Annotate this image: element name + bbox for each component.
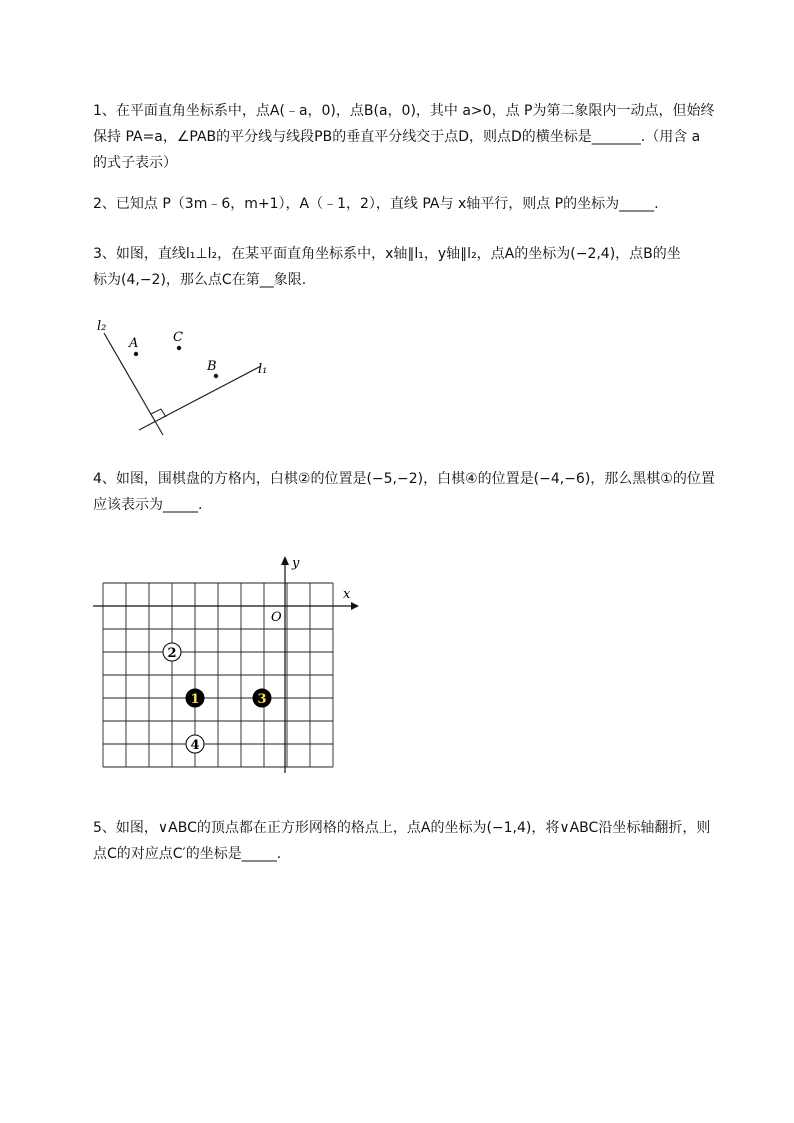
question-5-line-2: 点C的对应点C′的坐标是_____. <box>93 846 282 862</box>
stone-label-4: 4 <box>190 738 200 753</box>
stone-label-3: 3 <box>257 692 267 707</box>
question-3-line-2: 标为(4,−2)，那么点C在第__象限. <box>93 272 307 288</box>
question-1-line-3: 的式子表示） <box>93 155 177 171</box>
question-3 <box>93 241 745 293</box>
y-axis-arrow <box>281 556 289 565</box>
question-5-line-1: 5、如图，∨ABC的顶点都在正方形网格的格点上，点A的坐标为(−1,4)，将∨ABC沿坐标轴翻折，则 <box>93 820 711 836</box>
perpendicular-lines-figure <box>93 315 283 440</box>
label-l1: l₁ <box>258 362 268 377</box>
question-2-line-1: 2、已知点 P（3m﹣6，m+1），A（﹣1，2），直线 PA与 x轴平行，则点 P的坐标为_____. <box>93 196 659 212</box>
x-axis-arrow <box>351 602 359 610</box>
origin-label: O <box>271 610 282 625</box>
point-b <box>214 374 218 378</box>
stone-label-2: 2 <box>167 646 177 661</box>
stone-label-1: 1 <box>190 692 200 707</box>
label-a: A <box>129 336 139 351</box>
question-4-line-1: 4、如图，围棋盘的方格内，白棋②的位置是(−5,−2)，白棋④的位置是(−4,−6)，那么黑棋①的位置 <box>93 471 715 487</box>
question-3-line-1: 3、如图，直线l₁⊥l₂，在某平面直角坐标系中，x轴∥l₁，y轴∥l₂，点A的坐标为(−2,4)，点B的坐 <box>93 246 681 262</box>
question-4 <box>93 466 745 518</box>
question-1-line-2: 保持 PA=a，∠PAB的平分线与线段PB的垂直平分线交于点D，则点D的横坐标是_______.（用含 a <box>93 129 701 145</box>
question-2 <box>93 191 745 217</box>
line-l1 <box>139 366 261 430</box>
point-a <box>134 352 138 356</box>
y-axis-label: y <box>292 556 300 571</box>
label-c: C <box>173 330 183 345</box>
question-5 <box>93 815 745 867</box>
question-1-line-1: 1、在平面直角坐标系中，点A(﹣a，0)，点B(a，0)，其中 a>0，点 P为第二象限内一动点，但始终 <box>93 103 715 119</box>
x-axis-label: x <box>343 587 351 602</box>
point-c <box>177 346 181 350</box>
label-l2: l₂ <box>97 319 107 334</box>
label-b: B <box>207 359 217 374</box>
question-1 <box>93 98 745 176</box>
board-grid <box>103 583 333 767</box>
go-board-figure <box>93 553 363 775</box>
right-angle-mark <box>151 409 166 417</box>
question-4-line-2: 应该表示为_____. <box>93 497 203 513</box>
